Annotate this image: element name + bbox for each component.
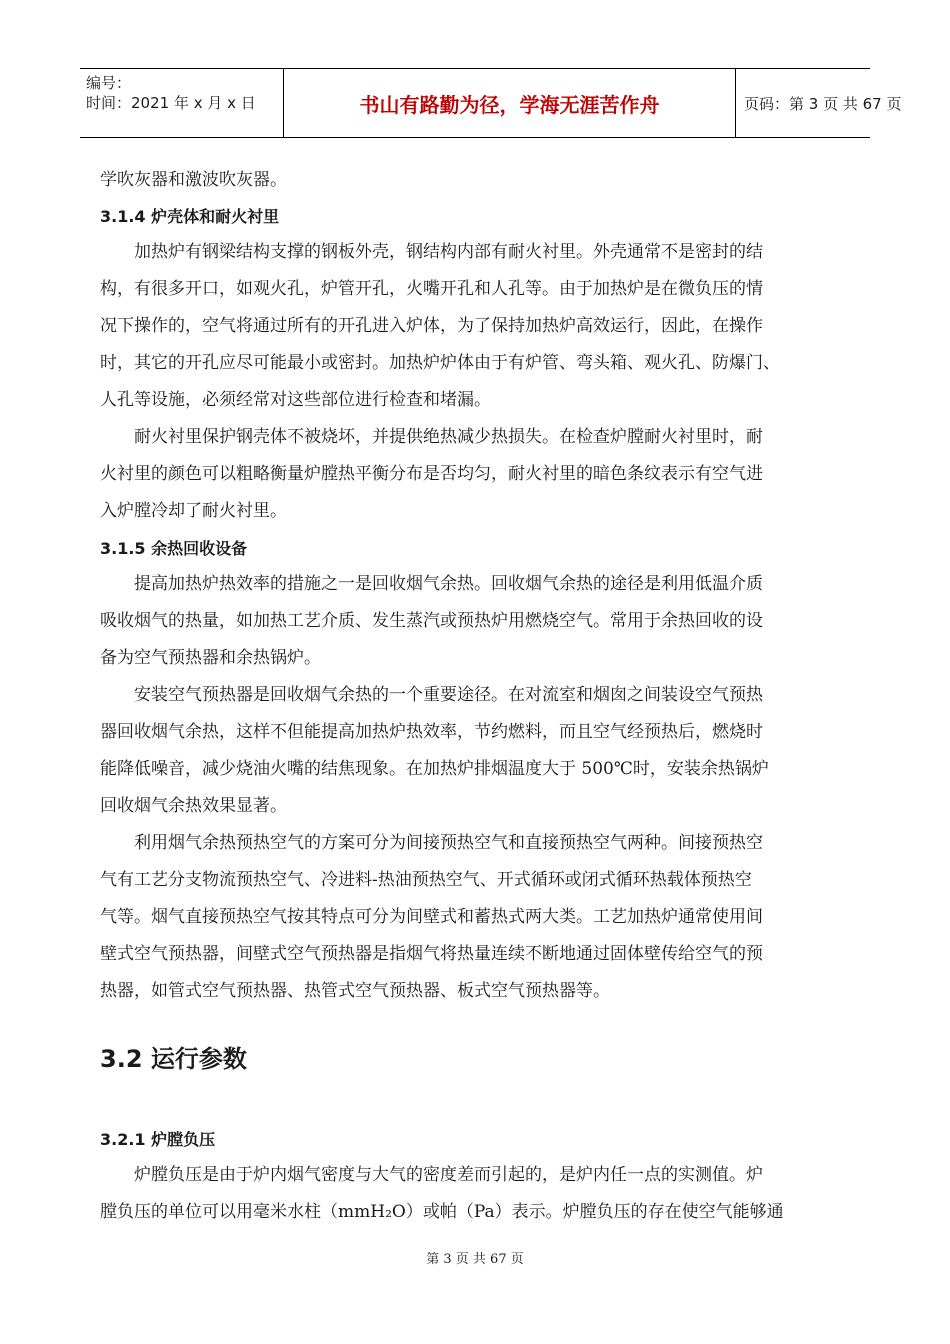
page-header bbox=[80, 68, 902, 138]
text-line: 回收烟气余热效果显著。 bbox=[100, 796, 287, 816]
text-line: 吸收烟气的热量，如加热工艺介质、发生蒸汽或预热炉用燃烧空气。常用于余热回收的设 bbox=[100, 611, 763, 631]
text-line: 火衬里的颜色可以粗略衡量炉膛热平衡分布是否均匀，耐火衬里的暗色条纹表示有空气进 bbox=[100, 464, 763, 484]
text-line: 入炉膛冷却了耐火衬里。 bbox=[100, 501, 287, 521]
text-line: 安装空气预热器是回收烟气余热的一个重要途径。在对流室和烟囱之间装设空气预热 bbox=[134, 685, 763, 705]
text-line: 提高加热炉热效率的措施之一是回收烟气余热。回收烟气余热的途径是利用低温介质 bbox=[134, 574, 763, 594]
header-motto: 书山有路勤为径，学海无涯苦作舟 bbox=[284, 69, 736, 137]
text-line: 器回收烟气余热，这样不但能提高加热炉热效率，节约燃料，而且空气经预热后，燃烧时 bbox=[100, 722, 763, 742]
section-heading-3-2-1: 3.2.1 炉膛负压 bbox=[100, 1130, 216, 1149]
text-line: 利用烟气余热预热空气的方案可分为间接预热空气和直接预热空气两种。间接预热空 bbox=[134, 833, 763, 853]
text-line: 壁式空气预热器，间壁式空气预热器是指烟气将热量连续不断地通过固体壁传给空气的预 bbox=[100, 944, 763, 964]
date-label: 时间：2021 年 x 月 x 日 bbox=[86, 94, 256, 112]
page-footer: 第 3 页 共 67 页 bbox=[426, 1252, 524, 1267]
text-line: 气等。烟气直接预热空气按其特点可分为间壁式和蓄热式两大类。工艺加热炉通常使用间 bbox=[100, 907, 763, 927]
text-line: 热器，如管式空气预热器、热管式空气预热器、板式空气预热器等。 bbox=[100, 981, 610, 1001]
text-line: 膛负压的单位可以用毫米水柱（mmH₂O）或帕（Pa）表示。炉膛负压的存在使空气能够通 bbox=[100, 1202, 784, 1222]
text-line: 炉膛负压是由于炉内烟气密度与大气的密度差而引起的，是炉内任一点的实测值。炉 bbox=[134, 1165, 763, 1185]
number-label: 编号： bbox=[86, 74, 132, 92]
text-line: 加热炉有钢梁结构支撑的钢板外壳，钢结构内部有耐火衬里。外壳通常不是密封的结 bbox=[134, 242, 763, 262]
section-heading-3-1-5: 3.1.5 余热回收设备 bbox=[100, 539, 248, 558]
text-line: 备为空气预热器和余热锅炉。 bbox=[100, 648, 321, 668]
header-page-info: 页码：第 3 页 共 67 页 bbox=[744, 94, 902, 113]
text-line: 能降低噪音，减少烧油火嘴的结焦现象。在加热炉排烟温度大于 500℃时，安装余热锅炉 bbox=[100, 759, 769, 779]
text-line: 况下操作的，空气将通过所有的开孔进入炉体，为了保持加热炉高效运行，因此，在操作 bbox=[100, 316, 763, 336]
text-line: 耐火衬里保护钢壳体不被烧坏，并提供绝热减少热损失。在检查炉膛耐火衬里时，耐 bbox=[134, 427, 763, 447]
section-heading-3-2: 3.2 运行参数 bbox=[100, 1045, 247, 1073]
section-heading-3-1-4: 3.1.4 炉壳体和耐火衬里 bbox=[100, 207, 280, 226]
text-line: 时，其它的开孔应尽可能最小或密封。加热炉炉体由于有炉管、弯头箱、观火孔、防爆门、 bbox=[100, 353, 780, 373]
text-line: 构，有很多开口，如观火孔，炉管开孔，火嘴开孔和人孔等。由于加热炉是在微负压的情 bbox=[100, 279, 763, 299]
text-line: 学吹灰器和激波吹灰器。 bbox=[100, 170, 287, 190]
text-line: 人孔等设施，必须经常对这些部位进行检查和堵漏。 bbox=[100, 390, 491, 410]
text-line: 气有工艺分支物流预热空气、冷进料-热油预热空气、开式循环或闭式循环热载体预热空 bbox=[100, 870, 752, 890]
header-meta bbox=[80, 69, 284, 137]
